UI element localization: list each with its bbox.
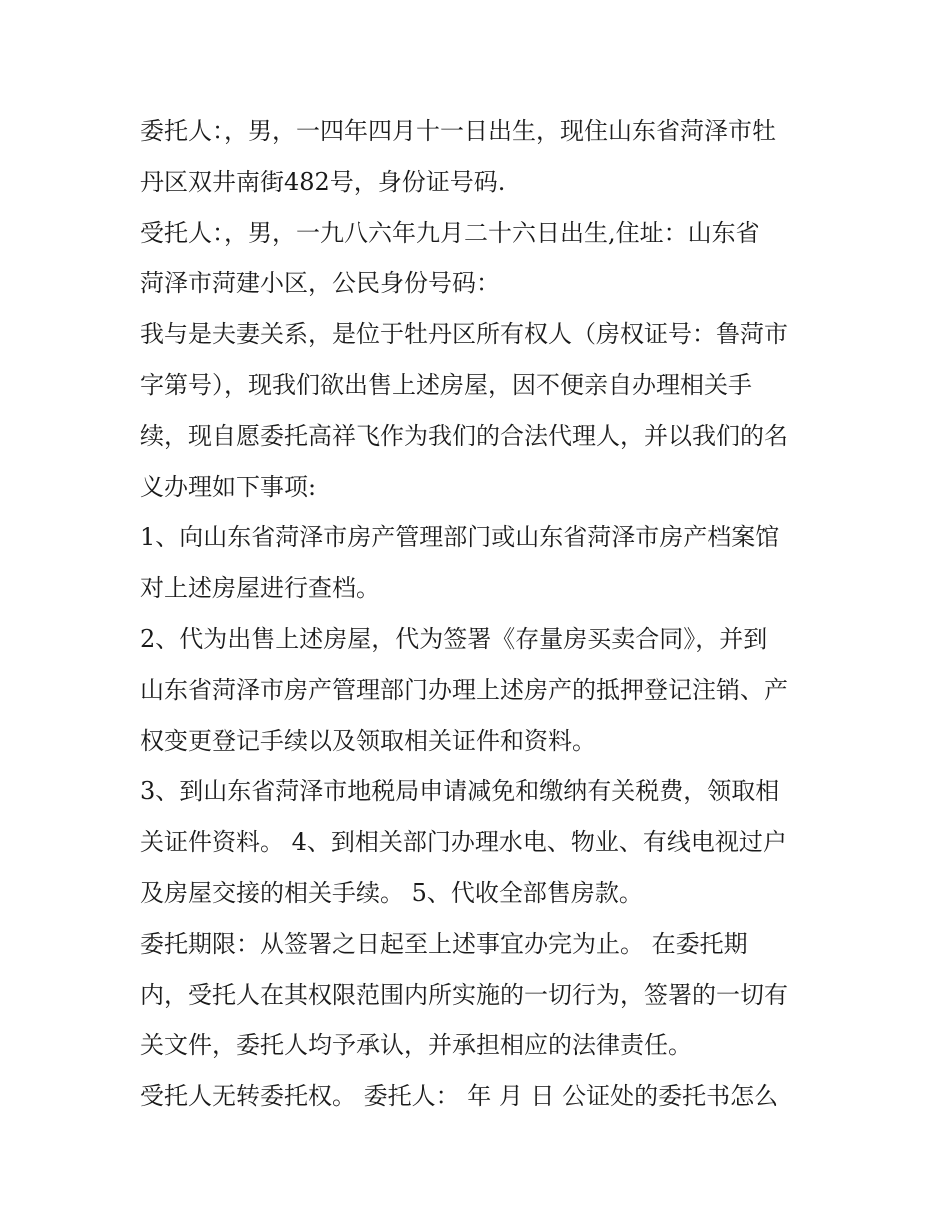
text-line: 义办理如下事项: xyxy=(140,472,317,501)
text-line: 关证件资料。 4、到相关部门办理水电、物业、有线电视过户 xyxy=(140,828,787,857)
text-line: 字第号），现我们欲出售上述房屋，因不便亲自办理相关手 xyxy=(140,370,752,399)
text-line: 菏泽市菏建小区，公民身份号码： xyxy=(140,269,500,298)
text-line: 续，现自愿委托高祥飞作为我们的合法代理人，并以我们的名 xyxy=(140,421,788,450)
text-line: 权变更登记手续以及领取相关证件和资料。 xyxy=(140,726,596,755)
text-line: 对上述房屋进行查档。 xyxy=(140,574,380,603)
document-body xyxy=(140,106,820,1122)
text-line: 关文件，委托人均予承认，并承担相应的法律责任。 xyxy=(140,1031,692,1060)
text-line: 山东省菏泽市房产管理部门办理上述房产的抵押登记注销、产 xyxy=(140,675,788,704)
text-line: 受托人：，男，一九八六年九月二十六日出生,住址：山东省 xyxy=(140,218,760,247)
text-line: 3、到山东省菏泽市地税局申请减免和缴纳有关税费，领取相 xyxy=(140,777,780,806)
text-line: 我与是夫妻关系，是位于牡丹区所有权人（房权证号：鲁菏市 xyxy=(140,320,788,349)
text-line: 及房屋交接的相关手续。 5、代收全部售房款。 xyxy=(140,878,643,907)
text-line: 委托期限：从签署之日起至上述事宜办完为止。 在委托期 xyxy=(140,929,748,958)
text-line: 受托人无转委托权。 委托人： 年 月 日 公证处的委托书怎么 xyxy=(140,1082,779,1111)
text-line: 委托人：，男，一四年四月十一日出生，现住山东省菏泽市牡 xyxy=(140,117,776,145)
text-line: 内，受托人在其权限范围内所实施的一切行为，签署的一切有 xyxy=(140,980,788,1009)
text-line: 2、代为出售上述房屋，代为签署《存量房买卖合同》，并到 xyxy=(140,624,768,653)
text-line: 1、向山东省菏泽市房产管理部门或山东省菏泽市房产档案馆 xyxy=(140,523,780,552)
text-line: 丹区双井南街482号，身份证号码. xyxy=(140,167,506,196)
